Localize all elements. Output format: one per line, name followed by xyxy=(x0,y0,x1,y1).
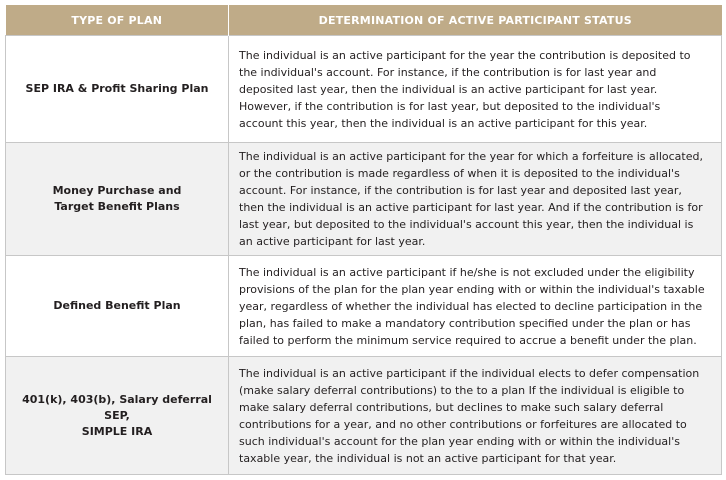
active-participant-table xyxy=(5,5,722,475)
table-row-money-purchase xyxy=(6,143,722,256)
plan-type-label: SEP IRA & Profit Sharing Plan xyxy=(25,82,209,95)
table-row-defined-benefit xyxy=(6,256,722,357)
plan-type-label: Defined Benefit Plan xyxy=(53,299,181,312)
plan-type-cell xyxy=(6,143,229,256)
plan-type-label: 401(k), 403(b), Salary deferral SEP, xyxy=(22,392,212,422)
table-body xyxy=(6,36,722,475)
table-row-sep-ira xyxy=(6,36,722,143)
plan-type-cell xyxy=(6,36,229,143)
plan-type-cell xyxy=(6,357,229,475)
determination-cell: The individual is an active participant if the individual elects to defer compensation (make salary deferral contributions) to the to a plan If the individual is eligible to make salary deferral contributions, but declines to make such salary deferral contributions for a year, and no other contributions or forfeitures are allocated to such individual's account for the plan year ending with or within the individual's taxable year, the individual is not an active participant for that year. xyxy=(229,357,722,475)
plan-type-label: Target Benefit Plans xyxy=(54,200,180,213)
determination-cell: The individual is an active participant for the year the contribution is deposited to the individual's account. For instance, if the contribution is for last year and deposited last year, then the individual is an active participant for last year. However, if the contribution is for last year, but deposited to the individual's account this year, then the individual is an active participant for this year. xyxy=(229,36,722,143)
plan-type-label: SIMPLE IRA xyxy=(81,424,153,438)
table-header xyxy=(6,5,722,36)
plan-type-cell xyxy=(6,256,229,357)
header-row xyxy=(6,5,722,36)
determination-cell: The individual is an active participant if he/she is not excluded under the eligibility provisions of the plan for the plan year ending with or within the individual's taxable year, regardless of whether the individual has elected to decline participation in the plan, has failed to make a mandatory contribution specified under the plan or has failed to perform the minimum service required to accrue a benefit under the plan. xyxy=(229,256,722,357)
table-row-401k xyxy=(6,357,722,475)
header-determination: DETERMINATION OF ACTIVE PARTICIPANT STATUS xyxy=(229,5,722,36)
determination-cell: The individual is an active participant for the year for which a forfeiture is allocated, or the contribution is made regardless of when it is deposited to the individual's account. For instance, if the contribution is for last year and deposited last year, then the individual is an active participant for last year. And if the contribution is for last year, but deposited to the individual's account this year, then the individual is an active participant for last year. xyxy=(229,143,722,256)
header-type-of-plan: TYPE OF PLAN xyxy=(6,5,229,36)
plan-type-label: Money Purchase and xyxy=(52,184,182,197)
